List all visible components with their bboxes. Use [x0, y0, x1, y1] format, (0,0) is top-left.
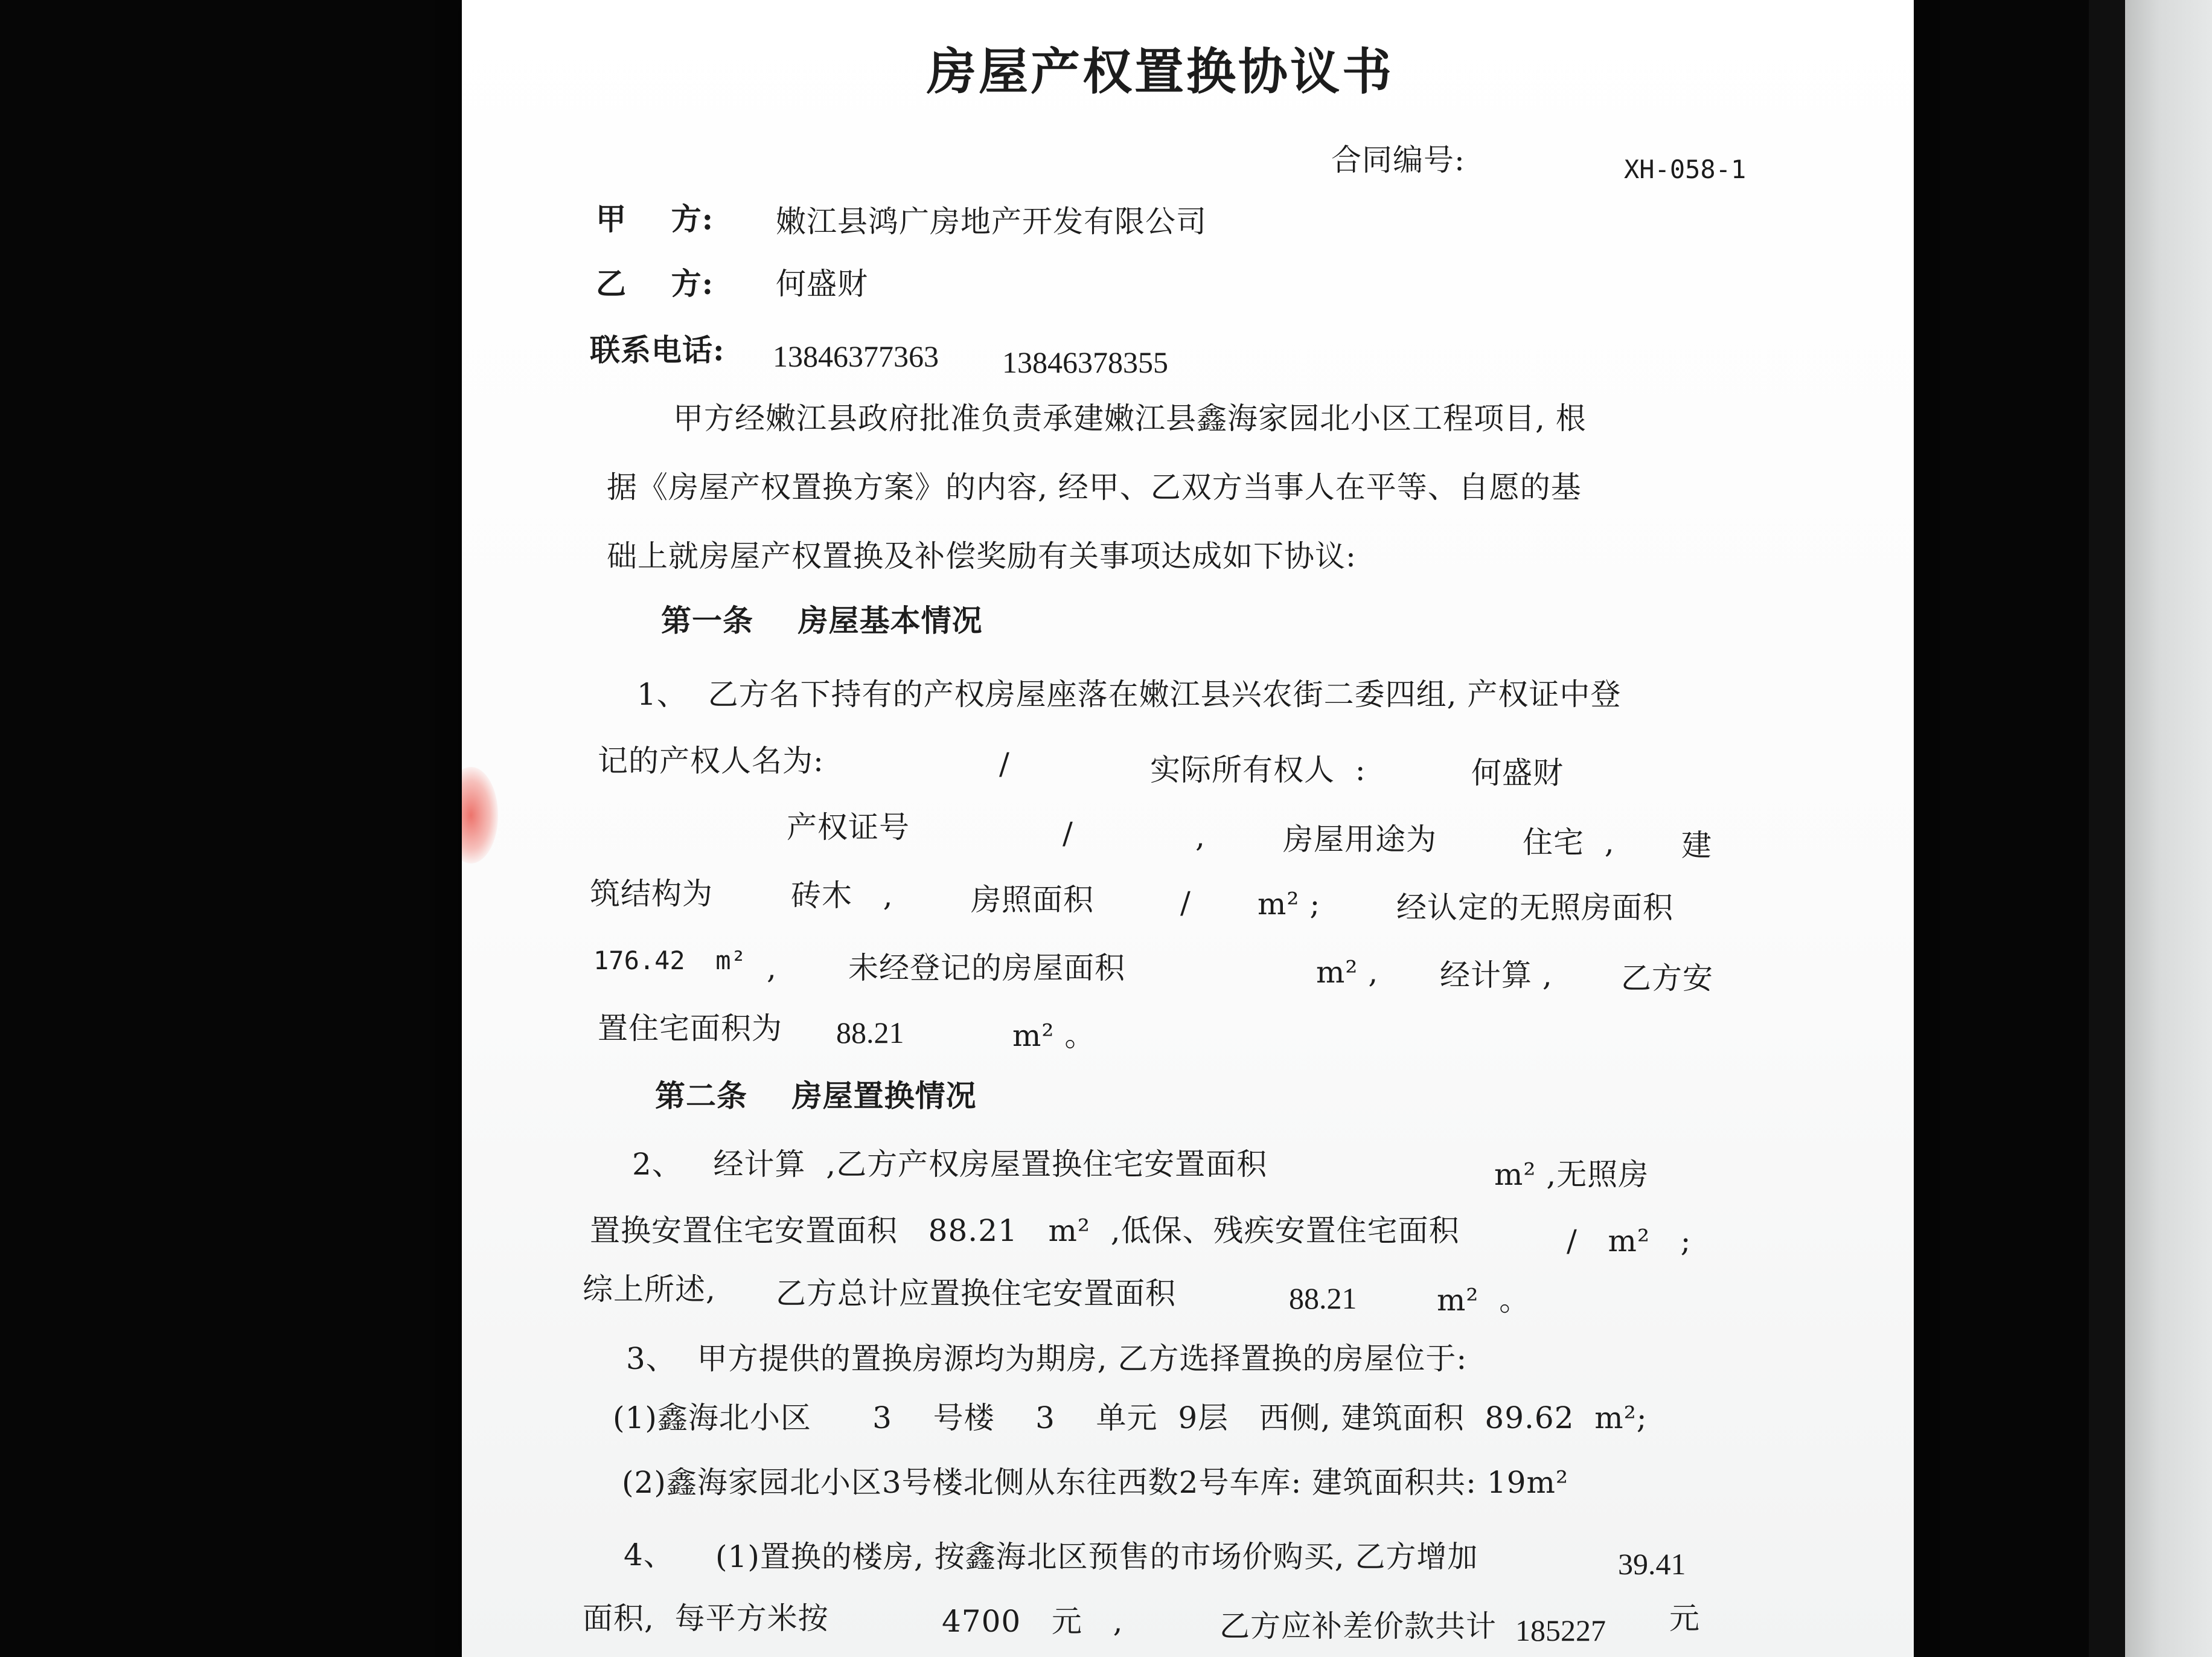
- red-seal-mark: [462, 767, 498, 864]
- structure-value: 砖木 ,: [791, 878, 893, 913]
- document-title: 房屋产权置换协议书: [927, 43, 1395, 101]
- resettlement-label-start: 乙方安: [1621, 961, 1713, 996]
- unregistered-area-label: 未经登记的房屋面积: [848, 950, 1125, 986]
- license-area-label: 房照面积: [971, 882, 1094, 917]
- resettlement-area-value: 88.21: [836, 1016, 904, 1050]
- house-use-label: 房屋用途为: [1283, 822, 1437, 857]
- actual-owner-label: 实际所有权人 :: [1150, 752, 1366, 787]
- registered-owner-value: /: [999, 746, 1010, 781]
- intro-line-2: 据《房屋产权置换方案》的内容, 经甲、乙双方当事人在平等、自愿的基: [607, 470, 1582, 505]
- contract-number: XH-058-1: [1624, 155, 1747, 184]
- item-4-number: 4、: [624, 1537, 674, 1572]
- unlicensed-resettlement-label: m² ,无照房: [1494, 1157, 1649, 1192]
- article-2-line-2: 置换安置住宅安置面积 88.21 m² ,低保、残疾安置住宅面积: [590, 1213, 1460, 1248]
- total-area-value: 88.21: [1289, 1281, 1357, 1315]
- price-per-sqm-value: 4700 元 ,: [942, 1604, 1124, 1639]
- unlicensed-area-value: 176.42 m²: [593, 946, 746, 975]
- subsidy-area-value: / m² ;: [1567, 1223, 1692, 1258]
- party-b-label: 乙 方:: [596, 266, 714, 301]
- article-2-heading: 第二条 房屋置换情况: [655, 1078, 977, 1114]
- summary-label: 综上所述,: [583, 1272, 716, 1307]
- calculation-label: 经计算 ,: [1440, 958, 1553, 993]
- price-difference-label: 乙方应补差价款共计: [1219, 1609, 1497, 1644]
- article-2-line-1: 2、 经计算 ,乙方产权房屋置换住宅安置面积: [632, 1147, 1268, 1182]
- certificate-number-label: 产权证号: [787, 810, 910, 845]
- selected-garage: (2)鑫海家园北小区3号楼北侧从东往西数2号车库: 建筑面积共: 19m²: [622, 1465, 1569, 1500]
- article-2-line-3: 3、 甲方提供的置换房源均为期房, 乙方选择置换的房屋位于:: [626, 1341, 1468, 1376]
- structure-label: 筑结构为: [590, 876, 713, 911]
- total-area-unit: m² 。: [1437, 1283, 1530, 1318]
- unlicensed-area-label: 经认定的无照房面积: [1396, 890, 1673, 925]
- article-1-line-1: 1、 乙方名下持有的产权房屋座落在嫩江县兴农街二委四组, 产权证中登: [637, 677, 1622, 712]
- price-difference-value: 185227: [1515, 1614, 1606, 1647]
- house-use-value: 住宅 ,: [1523, 825, 1615, 860]
- certificate-number-value: /: [1063, 816, 1073, 851]
- license-area-value: /: [1180, 885, 1191, 920]
- item-4-text: (1)置换的楼房, 按鑫海北区预售的市场价购买, 乙方增加: [715, 1539, 1478, 1574]
- separator-comma-2: ,: [767, 950, 777, 986]
- phone-label: 联系电话:: [590, 332, 725, 368]
- phone-number-1: 13846377363: [773, 339, 939, 373]
- currency-unit: 元: [1669, 1601, 1700, 1636]
- party-a-label: 甲 方:: [596, 201, 714, 237]
- party-b-name: 何盛财: [776, 266, 868, 301]
- resettlement-area-unit: m² 。: [1012, 1018, 1096, 1053]
- construction-label-start: 建: [1681, 828, 1712, 863]
- party-a-name: 嫩江县鸿广房地产开发有限公司: [776, 204, 1207, 239]
- phone-number-2: 13846378355: [1002, 345, 1168, 379]
- total-area-label: 乙方总计应置换住宅安置面积: [776, 1276, 1176, 1311]
- unregistered-area-unit: m² ,: [1316, 955, 1379, 990]
- resettlement-area-label: 置住宅面积为: [598, 1011, 782, 1046]
- contract-number-label: 合同编号:: [1331, 143, 1465, 178]
- agreement-document: [462, 0, 1914, 1657]
- price-per-sqm-label: 面积, 每平方米按: [583, 1601, 829, 1636]
- article-1-heading: 第一条 房屋基本情况: [661, 603, 983, 638]
- license-area-unit: m² ;: [1258, 886, 1321, 921]
- intro-line-3: 础上就房屋产权置换及补偿奖励有关事项达成如下协议:: [607, 539, 1357, 574]
- intro-line-1: 甲方经嫩江县政府批准负责承建嫩江县鑫海家园北小区工程项目, 根: [673, 401, 1587, 436]
- separator-comma: ,: [1195, 819, 1206, 854]
- registered-owner-label: 记的产权人名为:: [598, 743, 824, 778]
- additional-area-value: 39.41: [1618, 1547, 1686, 1581]
- background-surface: [2125, 0, 2212, 1657]
- actual-owner-value: 何盛财: [1471, 755, 1564, 790]
- selected-house-1: (1)鑫海北小区 3 号楼 3 单元 9层 西侧, 建筑面积 89.62 m²;: [613, 1400, 1648, 1435]
